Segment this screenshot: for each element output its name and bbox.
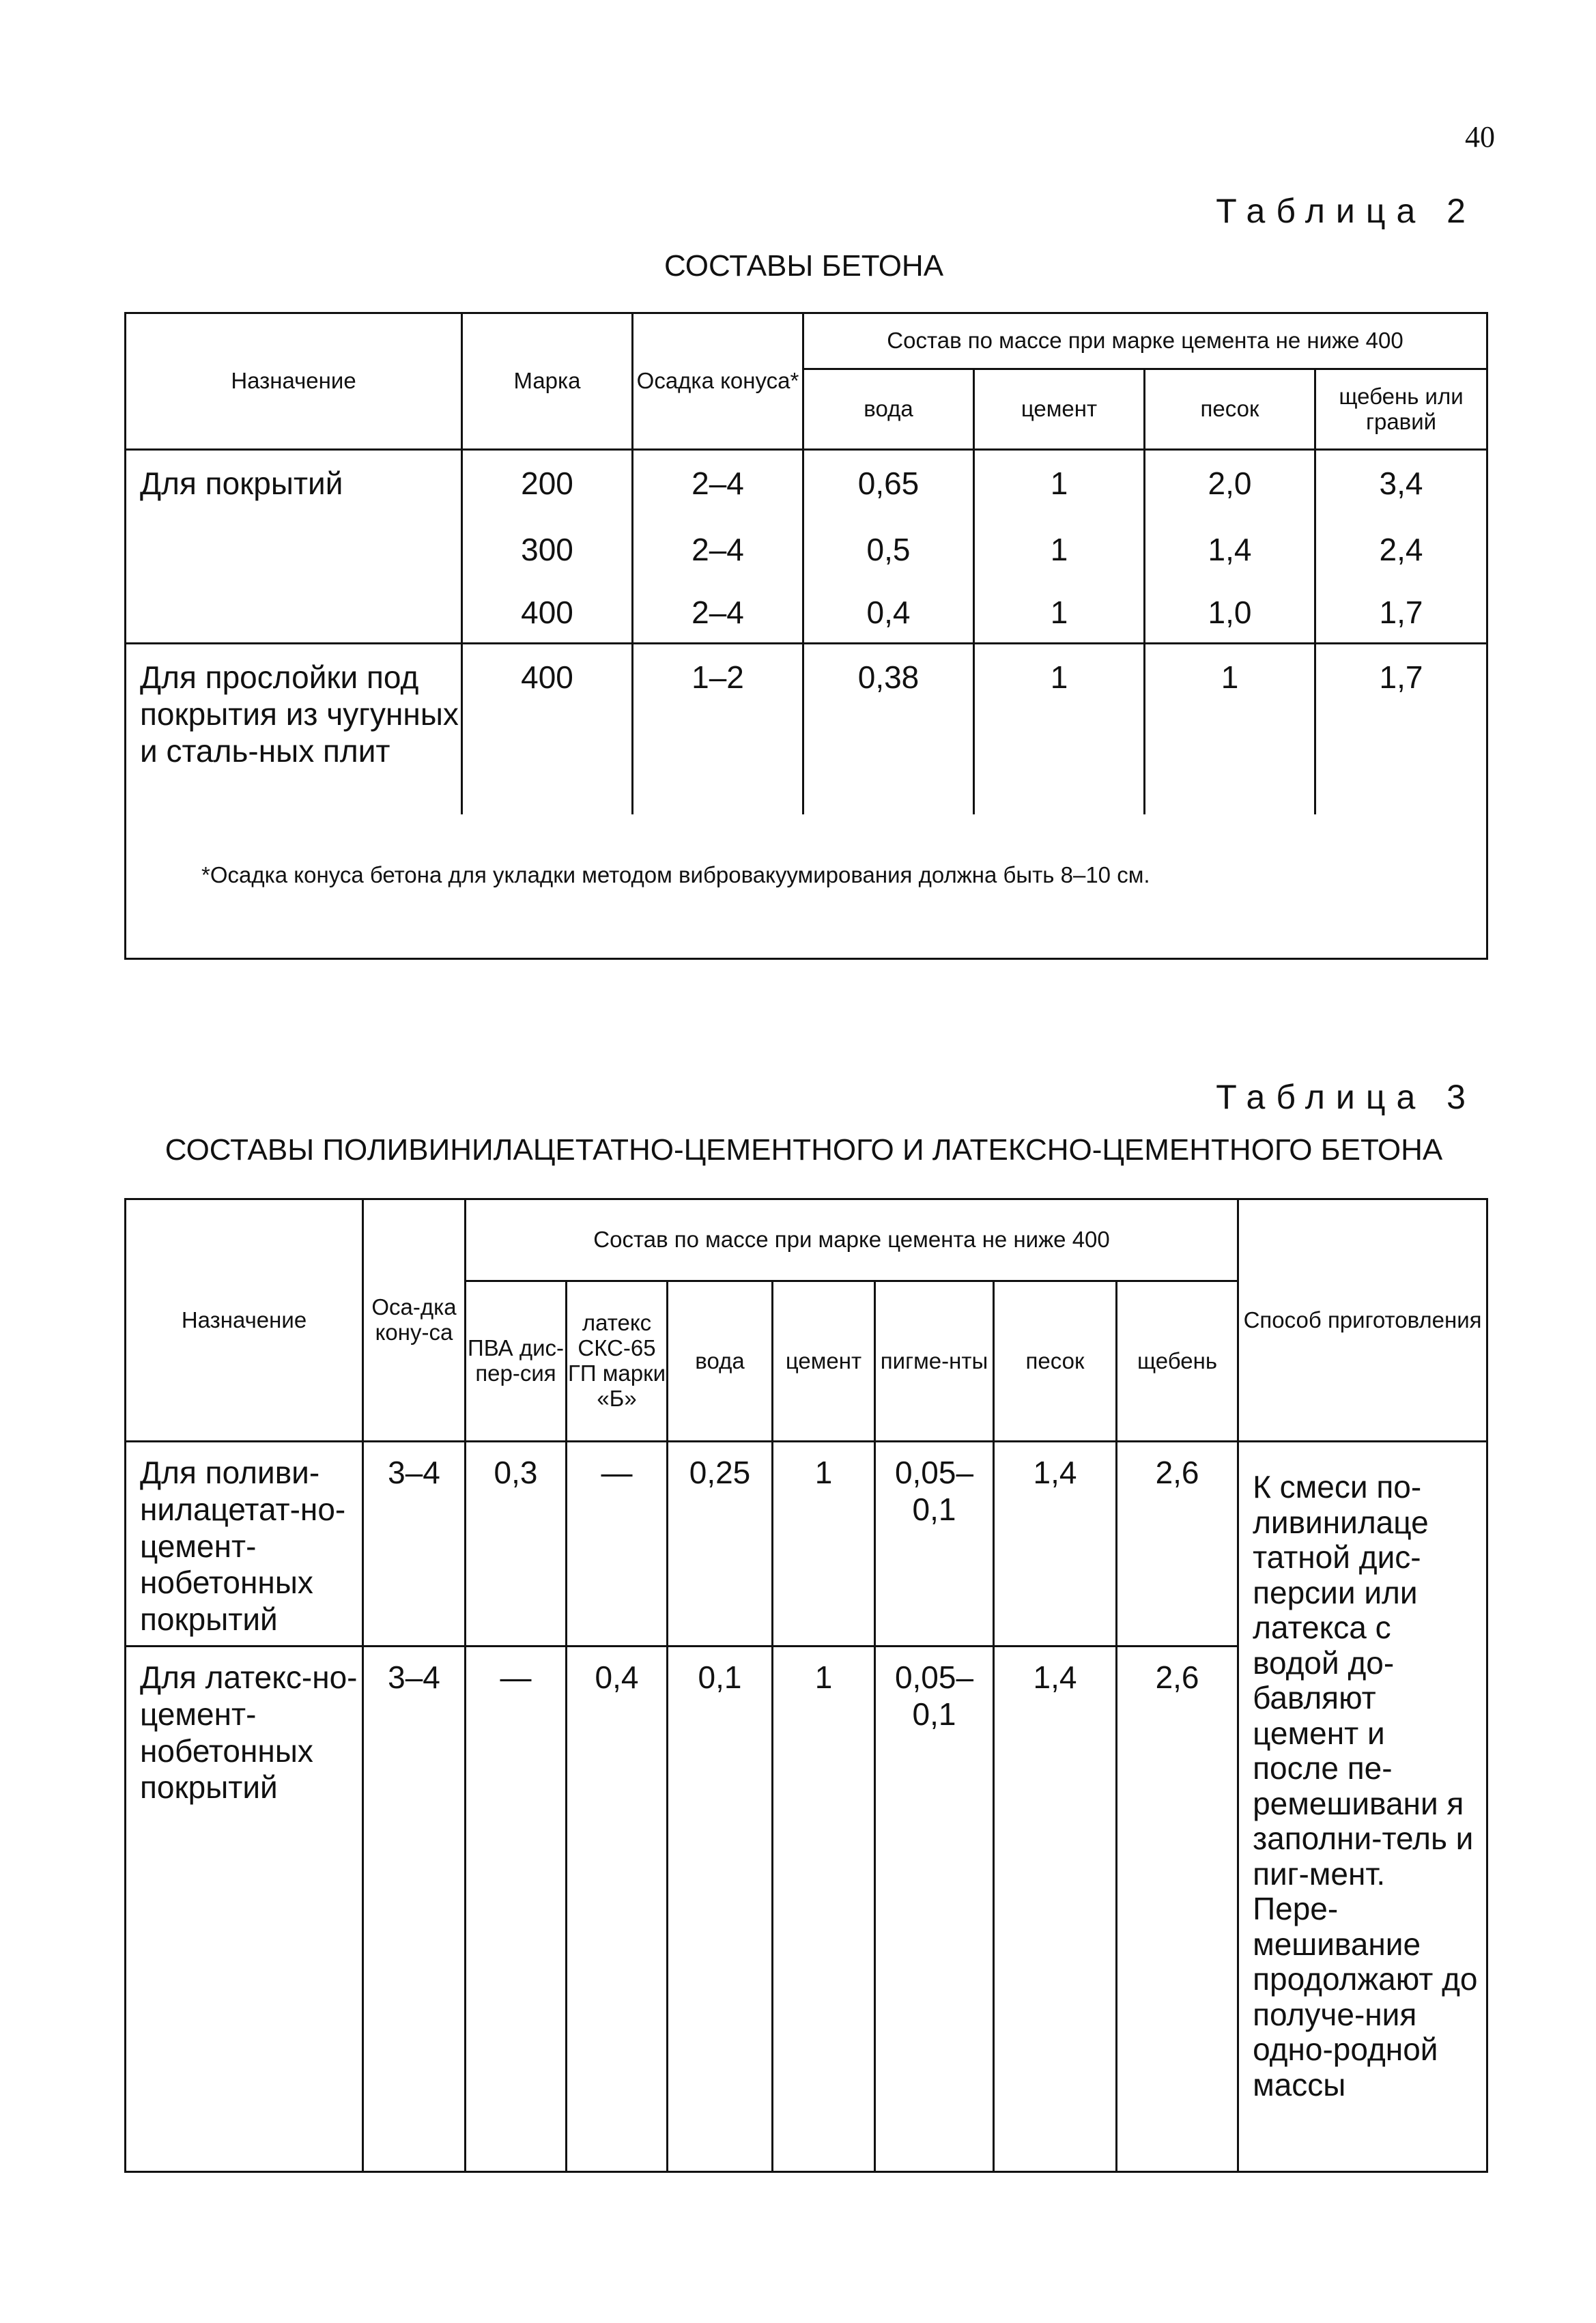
table-row — [126, 644, 1487, 814]
table-footnote-row — [126, 814, 1487, 959]
header-water: вода — [803, 369, 974, 450]
header-gravel: щебень или гравий — [1315, 369, 1487, 450]
table2-title: СОСТАВЫ БЕТОНА — [664, 249, 944, 283]
cell-sand: 1,4 — [994, 1442, 1117, 1647]
cell-cement: 1 — [974, 644, 1145, 814]
cell-purpose: Для латекс-но-цемент-нобетонных покрытий — [126, 1647, 363, 2172]
header-sand: песок — [994, 1281, 1117, 1442]
header-slump: Оса-дка кону-са — [363, 1199, 466, 1442]
cell-slump: 3–4 — [363, 1647, 466, 2172]
cell-sand: 1,0 — [1145, 575, 1315, 644]
cell-grade: 300 — [462, 513, 633, 575]
cell-grade: 400 — [462, 575, 633, 644]
cell-method: К смеси по-ливинилаце татной дис-персии или латекса с водой до-бавляют цемент и после пе-ремешивани я заполни-тель и пиг-мент. Пере-мешивание продолжают до получе-ния одно-родной массы — [1238, 1442, 1487, 2172]
cell-cement: 1 — [773, 1647, 875, 2172]
cell-slump: 3–4 — [363, 1442, 466, 1647]
cell-water: 0,65 — [803, 450, 974, 513]
cell-gravel: 3,4 — [1315, 450, 1487, 513]
cell-pigments: 0,05–0,1 — [875, 1442, 994, 1647]
cell-gravel: 2,4 — [1315, 513, 1487, 575]
cell-pigments: 0,05–0,1 — [875, 1647, 994, 2172]
cell-sand: 1,4 — [994, 1647, 1117, 2172]
cell-sand: 1 — [1145, 644, 1315, 814]
table2-label: Таблица 2 — [1216, 192, 1477, 230]
cell-sand: 2,0 — [1145, 450, 1315, 513]
cell-latex: — — [567, 1442, 668, 1647]
header-composition: Состав по массе при марке цемента не ниже 400 — [466, 1199, 1238, 1281]
cell-gravel: 2,6 — [1117, 1442, 1238, 1647]
polymer-cement-concrete-table — [124, 1198, 1488, 2173]
cell-water: 0,25 — [668, 1442, 773, 1647]
header-pigments: пигме-нты — [875, 1281, 994, 1442]
cell-purpose: Для поливи-нилацетат-но-цемент-нобетонных покрытий — [126, 1442, 363, 1647]
cell-gravel: 1,7 — [1315, 644, 1487, 814]
header-latex: латекс СКС-65 ГП марки «Б» — [567, 1281, 668, 1442]
table3-label: Таблица 3 — [1216, 1078, 1477, 1116]
cell-water: 0,4 — [803, 575, 974, 644]
cell-cement: 1 — [974, 513, 1145, 575]
cell-slump: 2–4 — [633, 575, 803, 644]
header-sand: песок — [1145, 369, 1315, 450]
cell-cement: 1 — [974, 450, 1145, 513]
header-water: вода — [668, 1281, 773, 1442]
cell-slump: 2–4 — [633, 513, 803, 575]
header-method: Способ приготовления — [1238, 1199, 1487, 1442]
header-purpose: Назначение — [126, 1199, 363, 1442]
cell-water: 0,1 — [668, 1647, 773, 2172]
table3-title: СОСТАВЫ ПОЛИВИНИЛАЦЕТАТНО-ЦЕМЕНТНОГО И ЛАТЕКСНО-ЦЕМЕНТНОГО БЕТОНА — [165, 1133, 1443, 1167]
cell-purpose: Для покрытий — [126, 450, 462, 644]
cell-grade: 400 — [462, 644, 633, 814]
concrete-composition-table — [124, 312, 1488, 960]
cell-gravel: 1,7 — [1315, 575, 1487, 644]
cell-pva: — — [466, 1647, 567, 2172]
cell-latex: 0,4 — [567, 1647, 668, 2172]
cell-grade: 200 — [462, 450, 633, 513]
header-slump: Осадка конуса* — [633, 313, 803, 450]
header-cement: цемент — [773, 1281, 875, 1442]
header-grade: Марка — [462, 313, 633, 450]
cell-slump: 1–2 — [633, 644, 803, 814]
table2-footnote: *Осадка конуса бетона для укладки методом вибровакуумирования должна быть 8–10 см. — [201, 861, 1150, 887]
table-row — [126, 1442, 1487, 1647]
table-row — [126, 450, 1487, 513]
header-gravel: щебень — [1117, 1281, 1238, 1442]
cell-water: 0,5 — [803, 513, 974, 575]
page-number: 40 — [1465, 120, 1495, 154]
cell-purpose: Для прослойки под покрытия из чугунных и сталь-ных плит — [126, 644, 462, 814]
cell-slump: 2–4 — [633, 450, 803, 513]
cell-gravel: 2,6 — [1117, 1647, 1238, 2172]
header-composition: Состав по массе при марке цемента не ниже 400 — [803, 313, 1487, 369]
cell-water: 0,38 — [803, 644, 974, 814]
header-cement: цемент — [974, 369, 1145, 450]
cell-pva: 0,3 — [466, 1442, 567, 1647]
cell-cement: 1 — [773, 1442, 875, 1647]
cell-sand: 1,4 — [1145, 513, 1315, 575]
cell-cement: 1 — [974, 575, 1145, 644]
header-purpose: Назначение — [126, 313, 462, 450]
header-pva: ПВА дис-пер-сия — [466, 1281, 567, 1442]
